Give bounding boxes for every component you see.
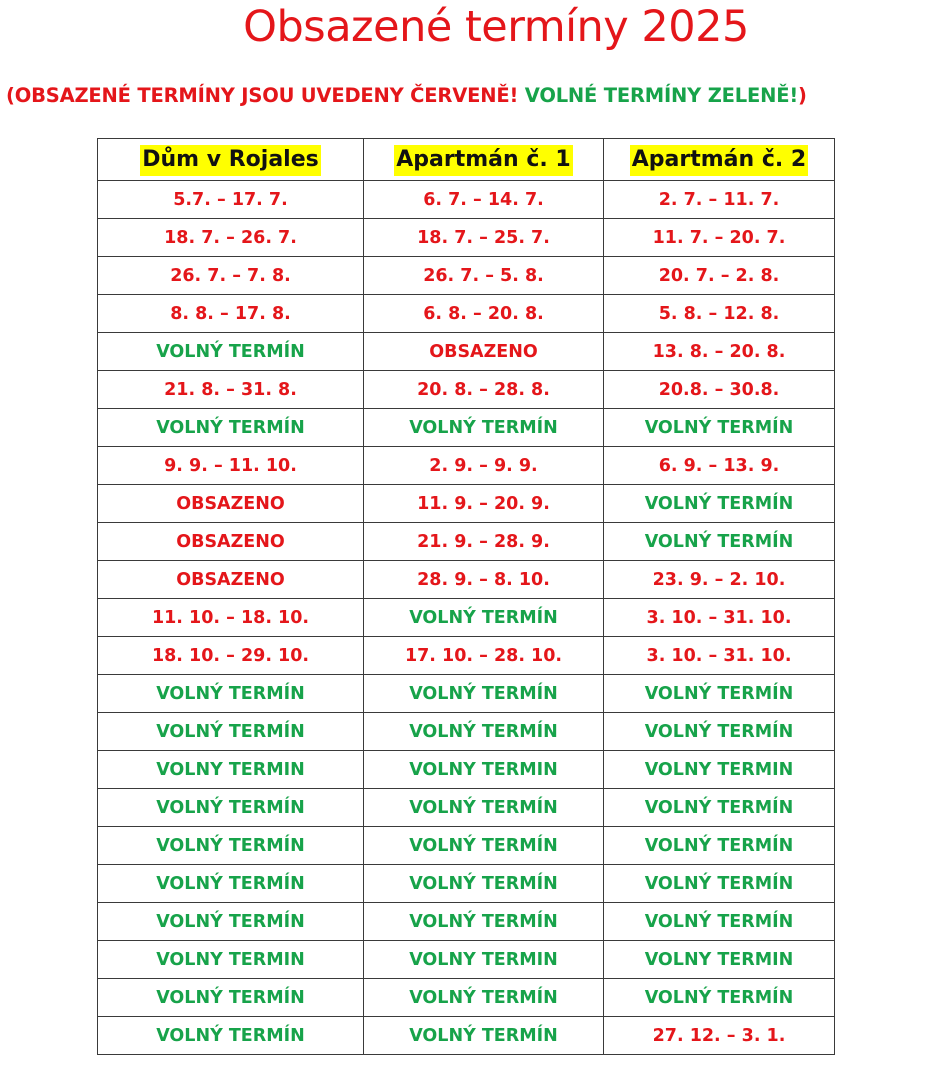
cell-apartment-2-occupied: 11. 7. – 20. 7. bbox=[604, 219, 835, 257]
cell-apartment-1-occupied: 28. 9. – 8. 10. bbox=[364, 561, 604, 599]
table-row bbox=[98, 447, 835, 485]
cell-apartment-2-occupied: 23. 9. – 2. 10. bbox=[604, 561, 835, 599]
cell-apartment-2-free: VOLNÝ TERMÍN bbox=[604, 485, 835, 523]
cell-house-rojales-occupied: 18. 10. – 29. 10. bbox=[98, 637, 364, 675]
cell-house-rojales-occupied: 5.7. – 17. 7. bbox=[98, 181, 364, 219]
header-house-rojales bbox=[98, 139, 364, 181]
cell-house-rojales-free: VOLNÝ TERMÍN bbox=[98, 1017, 364, 1055]
table-row bbox=[98, 637, 835, 675]
cell-apartment-2-occupied: 20.8. – 30.8. bbox=[604, 371, 835, 409]
cell-apartment-2-occupied: 3. 10. – 31. 10. bbox=[604, 637, 835, 675]
cell-house-rojales-occupied: OBSAZENO bbox=[98, 523, 364, 561]
cell-house-rojales-free: VOLNÝ TERMÍN bbox=[98, 409, 364, 447]
table-row bbox=[98, 979, 835, 1017]
header-apartment-2 bbox=[604, 139, 835, 181]
cell-apartment-2-free: VOLNÝ TERMÍN bbox=[604, 865, 835, 903]
cell-apartment-2-occupied: 20. 7. – 2. 8. bbox=[604, 257, 835, 295]
cell-apartment-1-free: VOLNÝ TERMÍN bbox=[364, 1017, 604, 1055]
cell-apartment-2-free: VOLNY TERMIN bbox=[604, 941, 835, 979]
table-row bbox=[98, 675, 835, 713]
cell-apartment-1-free: VOLNÝ TERMÍN bbox=[364, 827, 604, 865]
cell-apartment-1-free: VOLNÝ TERMÍN bbox=[364, 903, 604, 941]
legend-free-text: VOLNÉ TERMÍNY ZELENĚ! bbox=[524, 84, 799, 107]
cell-apartment-2-free: VOLNY TERMIN bbox=[604, 751, 835, 789]
cell-apartment-1-free: VOLNÝ TERMÍN bbox=[364, 713, 604, 751]
legend-note bbox=[6, 84, 938, 107]
cell-apartment-2-free: VOLNÝ TERMÍN bbox=[604, 827, 835, 865]
cell-apartment-2-free: VOLNÝ TERMÍN bbox=[604, 713, 835, 751]
cell-apartment-1-free: VOLNÝ TERMÍN bbox=[364, 979, 604, 1017]
cell-apartment-1-free: VOLNY TERMIN bbox=[364, 941, 604, 979]
cell-apartment-2-occupied: 2. 7. – 11. 7. bbox=[604, 181, 835, 219]
table-row bbox=[98, 941, 835, 979]
cell-house-rojales-free: VOLNÝ TERMÍN bbox=[98, 333, 364, 371]
table-row bbox=[98, 903, 835, 941]
cell-apartment-2-free: VOLNÝ TERMÍN bbox=[604, 979, 835, 1017]
table-row bbox=[98, 257, 835, 295]
page-title: Obsazené termíny 2025 bbox=[243, 2, 749, 52]
cell-apartment-1-occupied: 17. 10. – 28. 10. bbox=[364, 637, 604, 675]
cell-apartment-2-free: VOLNÝ TERMÍN bbox=[604, 789, 835, 827]
table-row bbox=[98, 1017, 835, 1055]
table-row bbox=[98, 295, 835, 333]
cell-apartment-1-free: VOLNÝ TERMÍN bbox=[364, 675, 604, 713]
header-label: Apartmán č. 2 bbox=[630, 145, 808, 176]
cell-house-rojales-occupied: 26. 7. – 7. 8. bbox=[98, 257, 364, 295]
cell-house-rojales-free: VOLNÝ TERMÍN bbox=[98, 789, 364, 827]
cell-apartment-2-free: VOLNÝ TERMÍN bbox=[604, 903, 835, 941]
cell-house-rojales-free: VOLNÝ TERMÍN bbox=[98, 713, 364, 751]
cell-house-rojales-free: VOLNY TERMIN bbox=[98, 751, 364, 789]
table-row bbox=[98, 561, 835, 599]
cell-apartment-1-occupied: 6. 7. – 14. 7. bbox=[364, 181, 604, 219]
cell-apartment-2-occupied: 6. 9. – 13. 9. bbox=[604, 447, 835, 485]
cell-house-rojales-occupied: OBSAZENO bbox=[98, 561, 364, 599]
cell-apartment-1-free: VOLNÝ TERMÍN bbox=[364, 599, 604, 637]
table-row bbox=[98, 219, 835, 257]
cell-house-rojales-free: VOLNY TERMIN bbox=[98, 941, 364, 979]
table-row bbox=[98, 827, 835, 865]
table-row bbox=[98, 751, 835, 789]
cell-house-rojales-free: VOLNÝ TERMÍN bbox=[98, 865, 364, 903]
cell-apartment-1-occupied: 11. 9. – 20. 9. bbox=[364, 485, 604, 523]
table-header-row bbox=[98, 139, 835, 181]
cell-house-rojales-occupied: 21. 8. – 31. 8. bbox=[98, 371, 364, 409]
table-row bbox=[98, 523, 835, 561]
booking-table bbox=[97, 138, 835, 1055]
table-row bbox=[98, 181, 835, 219]
table-row bbox=[98, 333, 835, 371]
cell-apartment-1-occupied: 6. 8. – 20. 8. bbox=[364, 295, 604, 333]
cell-apartment-1-free: VOLNÝ TERMÍN bbox=[364, 865, 604, 903]
cell-house-rojales-occupied: 8. 8. – 17. 8. bbox=[98, 295, 364, 333]
cell-house-rojales-occupied: OBSAZENO bbox=[98, 485, 364, 523]
cell-apartment-1-occupied: 26. 7. – 5. 8. bbox=[364, 257, 604, 295]
cell-apartment-1-occupied: 2. 9. – 9. 9. bbox=[364, 447, 604, 485]
table-row bbox=[98, 599, 835, 637]
cell-house-rojales-free: VOLNÝ TERMÍN bbox=[98, 675, 364, 713]
table-row bbox=[98, 409, 835, 447]
cell-apartment-1-occupied: OBSAZENO bbox=[364, 333, 604, 371]
cell-apartment-2-occupied: 3. 10. – 31. 10. bbox=[604, 599, 835, 637]
cell-house-rojales-occupied: 9. 9. – 11. 10. bbox=[98, 447, 364, 485]
cell-apartment-2-occupied: 13. 8. – 20. 8. bbox=[604, 333, 835, 371]
table-row bbox=[98, 865, 835, 903]
cell-apartment-2-free: VOLNÝ TERMÍN bbox=[604, 409, 835, 447]
cell-apartment-1-free: VOLNÝ TERMÍN bbox=[364, 789, 604, 827]
cell-apartment-2-free: VOLNÝ TERMÍN bbox=[604, 523, 835, 561]
header-apartment-1 bbox=[364, 139, 604, 181]
cell-apartment-1-free: VOLNÝ TERMÍN bbox=[364, 409, 604, 447]
cell-house-rojales-free: VOLNÝ TERMÍN bbox=[98, 827, 364, 865]
cell-apartment-2-free: VOLNÝ TERMÍN bbox=[604, 675, 835, 713]
cell-house-rojales-free: VOLNÝ TERMÍN bbox=[98, 903, 364, 941]
header-label: Dům v Rojales bbox=[140, 145, 321, 176]
cell-house-rojales-free: VOLNÝ TERMÍN bbox=[98, 979, 364, 1017]
table-row bbox=[98, 485, 835, 523]
cell-apartment-1-occupied: 18. 7. – 25. 7. bbox=[364, 219, 604, 257]
table-body bbox=[98, 181, 835, 1055]
cell-apartment-1-free: VOLNY TERMIN bbox=[364, 751, 604, 789]
legend-occupied-text: (OBSAZENÉ TERMÍNY JSOU UVEDENY ČERVENĚ! bbox=[6, 84, 519, 107]
cell-house-rojales-occupied: 18. 7. – 26. 7. bbox=[98, 219, 364, 257]
cell-apartment-1-occupied: 21. 9. – 28. 9. bbox=[364, 523, 604, 561]
table-row bbox=[98, 713, 835, 751]
header-label: Apartmán č. 1 bbox=[394, 145, 572, 176]
table-row bbox=[98, 789, 835, 827]
table-row bbox=[98, 371, 835, 409]
legend-closing-paren: ) bbox=[798, 84, 807, 107]
cell-house-rojales-occupied: 11. 10. – 18. 10. bbox=[98, 599, 364, 637]
cell-apartment-2-occupied: 27. 12. – 3. 1. bbox=[604, 1017, 835, 1055]
cell-apartment-1-occupied: 20. 8. – 28. 8. bbox=[364, 371, 604, 409]
cell-apartment-2-occupied: 5. 8. – 12. 8. bbox=[604, 295, 835, 333]
